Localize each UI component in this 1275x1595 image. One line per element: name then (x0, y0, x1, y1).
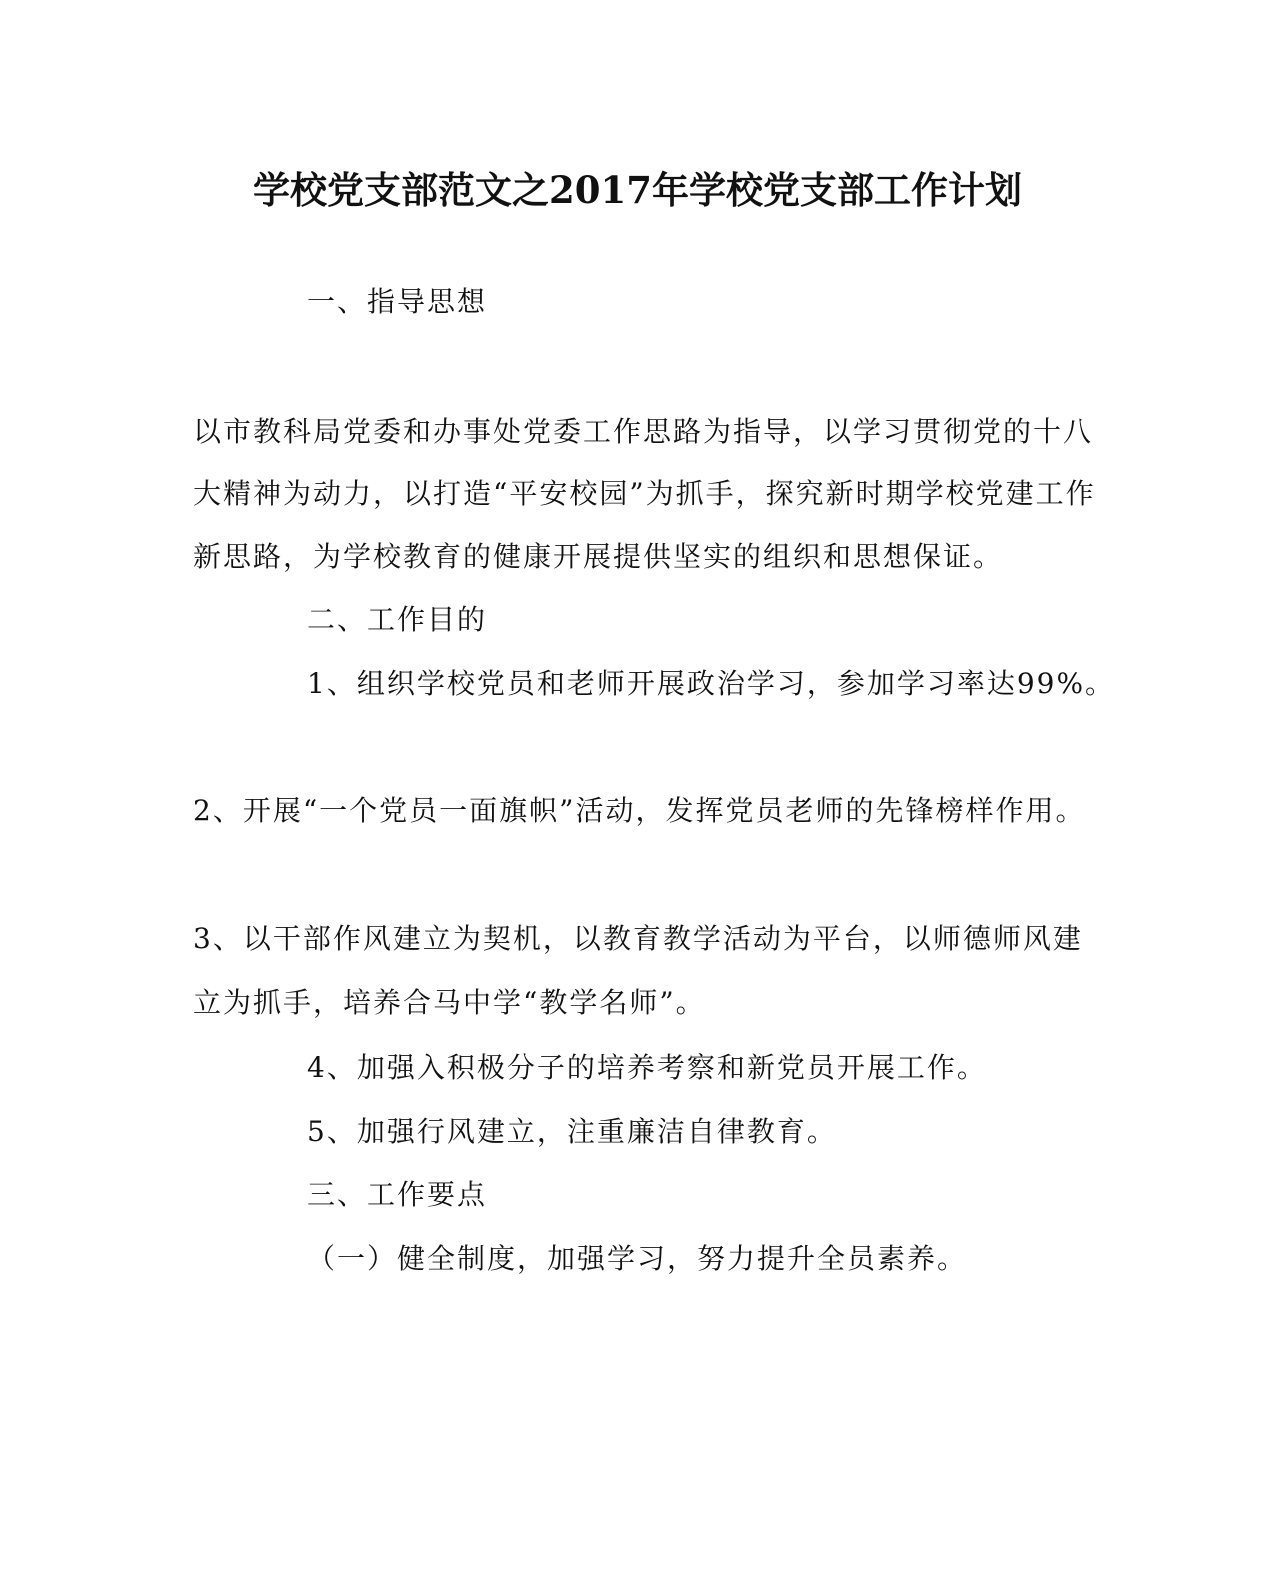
section-heading-work-points: 三、工作要点 (307, 1178, 488, 1211)
goal-item-4: 4、加强入积极分子的培养考察和新党员开展工作。 (307, 1051, 987, 1084)
paragraph-line: 以市教科局党委和办事处党委工作思路为指导，以学习贯彻党的十八 (193, 415, 1094, 448)
goal-item-3: 3、以干部作风建立为契机，以教育教学活动为平台，以师德师风建 (193, 922, 1083, 955)
section-heading-work-goals: 二、工作目的 (307, 603, 488, 636)
goal-item-2: 2、开展“一个党员一面旗帜”活动，发挥党员老师的先锋榜样作用。 (193, 794, 1086, 827)
goal-item-3-continued: 立为抓手，培养合马中学“教学名师”。 (193, 986, 706, 1019)
section-heading-guiding-ideology: 一、指导思想 (307, 285, 488, 318)
goal-item-5: 5、加强行风建立，注重廉洁自律教育。 (307, 1115, 837, 1148)
paragraph-line: 新思路，为学校教育的健康开展提供坚实的组织和思想保证。 (193, 540, 1004, 573)
goal-item-1: 1、组织学校党员和老师开展政治学习，参加学习率达99%。 (307, 667, 1116, 700)
paragraph-line: 大精神为动力，以打造“平安校园”为抓手，探究新时期学校党建工作 (193, 477, 1096, 510)
subsection-heading: （一）健全制度，加强学习，努力提升全员素养。 (307, 1242, 968, 1275)
document-title: 学校党支部范文之2017年学校党支部工作计划 (253, 168, 1022, 212)
